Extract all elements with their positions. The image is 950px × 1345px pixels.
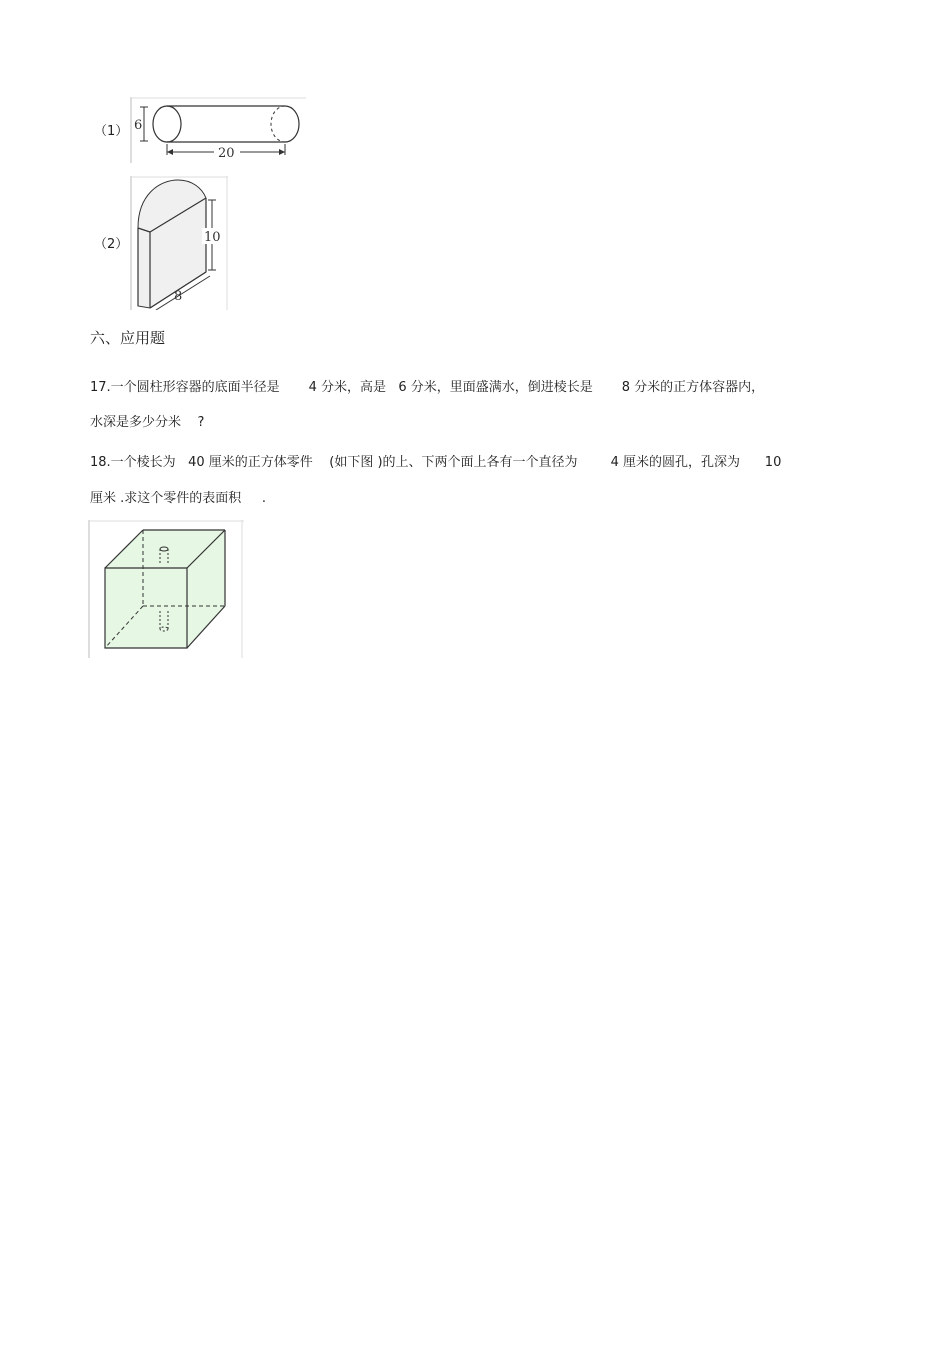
question-18-line-1: 18.一个棱长为 40 厘米的正方体零件 (如下图 )的上、下两个面上各有一个直径为 4 厘米的圆孔，孔深为 10 bbox=[90, 455, 782, 470]
cylinder-diameter-label: 6 bbox=[134, 118, 143, 133]
section-heading: 六、应用题 bbox=[90, 329, 166, 347]
cube-figure bbox=[88, 520, 244, 658]
figure-1-label: （1） bbox=[94, 124, 129, 139]
half-cylinder-height-label: 10 bbox=[204, 230, 221, 245]
cylinder-figure bbox=[130, 97, 306, 163]
question-17-line-2: 水深是多少分米 ? bbox=[90, 415, 205, 430]
figure-2-label: （2） bbox=[94, 237, 129, 252]
half-cylinder-figure bbox=[130, 176, 228, 310]
question-17-line-1: 17.一个圆柱形容器的底面半径是 4 分米，高是 6 分米，里面盛满水，倒进棱长是 8 分米的正方体容器内， bbox=[90, 380, 765, 395]
half-cylinder-length-label: 8 bbox=[174, 289, 183, 304]
question-18-line-2: 厘米 .求这个零件的表面积 . bbox=[90, 491, 267, 506]
cylinder-length-label: 20 bbox=[218, 146, 235, 161]
